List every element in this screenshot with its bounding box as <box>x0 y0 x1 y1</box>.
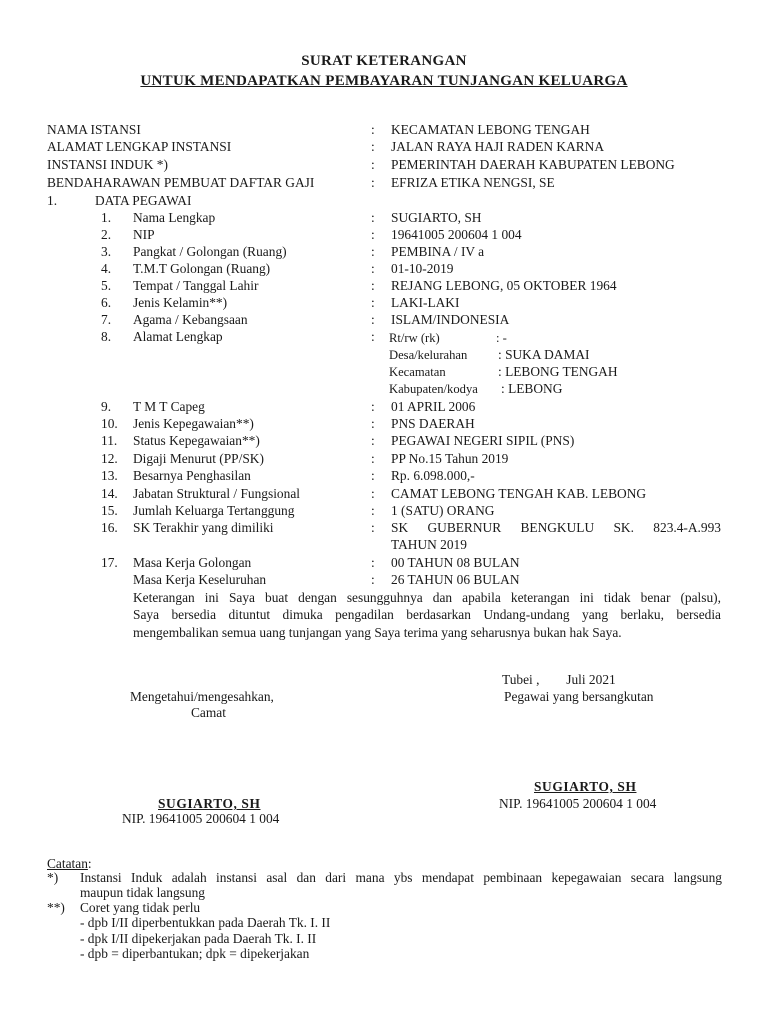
item-label: Alamat Lengkap <box>133 329 223 344</box>
item-label: Masa Kerja Golongan <box>133 555 252 570</box>
item-number: 15. <box>101 503 118 518</box>
item-colon: : <box>371 416 375 431</box>
item-colon: : <box>371 210 375 225</box>
item-number: 3. <box>101 244 112 259</box>
item-value: 00 TAHUN 08 BULAN <box>391 555 520 570</box>
item-value: REJANG LEBONG, 05 OKTOBER 1964 <box>391 278 617 293</box>
item-colon: : <box>371 227 375 242</box>
item-value: PEMBINA / IV a <box>391 244 485 259</box>
item-colon: : <box>371 261 375 276</box>
item-colon: : <box>371 278 375 293</box>
item-colon: : <box>371 329 375 344</box>
item-number: 12. <box>101 451 118 466</box>
address-value: : SUKA DAMAI <box>498 347 590 362</box>
field-label: BENDAHARAWAN PEMBUAT DAFTAR GAJI <box>47 175 315 190</box>
item-number: 13. <box>101 468 118 483</box>
item-number: 6. <box>101 295 112 310</box>
item-colon: : <box>371 555 375 570</box>
item-number: 5. <box>101 278 112 293</box>
item-value: ISLAM/INDONESIA <box>391 312 510 327</box>
address-label: Kabupaten/kodya <box>389 382 478 396</box>
note-sub-item: - dpb = diperbantukan; dpk = dipekerjakan <box>80 946 310 961</box>
right-signer-title: Pegawai yang bersangkutan <box>504 689 654 704</box>
note-sub-item: - dpk I/II dipekerjakan pada Daerah Tk. I. II <box>80 931 317 946</box>
item-value: SUGIARTO, SH <box>391 210 482 225</box>
item-label: Jenis Kelamin**) <box>133 295 228 310</box>
item-label: T M T Capeg <box>133 399 205 414</box>
notes-heading: Catatan <box>47 856 88 871</box>
note-text: Instansi Induk adalah instansi asal dan dari mana ybs mendapat pembinaan kepegawaian secara langsung <box>80 870 722 885</box>
item-colon: : <box>371 451 375 466</box>
address-label: Rt/rw (rk) <box>389 331 440 345</box>
item-value: PEGAWAI NEGERI SIPIL (PNS) <box>391 433 575 448</box>
note-mark-single: *) <box>47 870 59 885</box>
item-number: 14. <box>101 486 118 501</box>
field-label: NAMA ISTANSI <box>47 122 141 137</box>
field-value: JALAN RAYA HAJI RADEN KARNA <box>391 139 605 154</box>
item-value: CAMAT LEBONG TENGAH KAB. LEBONG <box>391 486 647 501</box>
place-date: Tubei , Juli 2021 <box>502 672 616 687</box>
item-number: 7. <box>101 312 112 327</box>
item-colon: : <box>371 503 375 518</box>
address-value: : LEBONG <box>501 381 563 396</box>
item-colon: : <box>371 312 375 327</box>
left-signer-title: Mengetahui/mengesahkan, <box>130 689 274 704</box>
document-title: SURAT KETERANGAN <box>301 53 467 69</box>
item-value: 1 (SATU) ORANG <box>391 503 495 518</box>
address-label: Kecamatan <box>389 365 446 379</box>
item-value: SK GUBERNUR BENGKULU SK. 823.4-A.993 <box>391 520 721 535</box>
document-subtitle: UNTUK MENDAPATKAN PEMBAYARAN TUNJANGAN KELUARGA <box>140 73 628 89</box>
item-colon: : <box>371 468 375 483</box>
field-colon: : <box>371 175 375 190</box>
item-number: 1. <box>101 210 112 225</box>
right-signer-nip: NIP. 19641005 200604 1 004 <box>499 796 657 811</box>
item-label: Agama / Kebangsaan <box>133 312 248 327</box>
item-label: Jabatan Struktural / Fungsional <box>133 486 300 501</box>
left-signer-nip: NIP. 19641005 200604 1 004 <box>122 811 280 826</box>
statement-line: Saya bersedia dituntut dimuka pengadilan berdasarkan Undang-undang yang berlaku, bersedia <box>133 607 721 622</box>
left-signer-role: Camat <box>191 705 226 720</box>
item-colon: : <box>371 399 375 414</box>
item-label: T.M.T Golongan (Ruang) <box>133 261 271 276</box>
address-value: : - <box>496 331 507 345</box>
right-signer-name: SUGIARTO, SH <box>534 779 637 794</box>
note-text: Coret yang tidak perlu <box>80 900 201 915</box>
item-colon: : <box>371 433 375 448</box>
field-value: KECAMATAN LEBONG TENGAH <box>391 122 590 137</box>
address-label: Desa/kelurahan <box>389 348 468 362</box>
statement-line: Keterangan ini Saya buat dengan sesungguhnya dan apabila keterangan ini tidak benar (palsu), <box>133 590 721 605</box>
item-label: Tempat / Tanggal Lahir <box>133 278 259 293</box>
item-label: Digaji Menurut (PP/SK) <box>133 451 264 466</box>
note-mark-double: **) <box>47 900 65 915</box>
item-label: Status Kepegawaian**) <box>133 433 260 448</box>
item-value: 19641005 200604 1 004 <box>391 227 522 242</box>
item-value: LAKI-LAKI <box>391 295 460 310</box>
item-label: SK Terakhir yang dimiliki <box>133 520 274 535</box>
item-label: Masa Kerja Keseluruhan <box>133 572 267 587</box>
field-value: PEMERINTAH DAERAH KABUPATEN LEBONG <box>391 157 675 172</box>
address-value: : LEBONG TENGAH <box>498 364 618 379</box>
item-number: 11. <box>101 433 118 448</box>
item-number: 4. <box>101 261 112 276</box>
item-value-continued: TAHUN 2019 <box>391 537 467 552</box>
section-number: 1. <box>47 193 58 208</box>
item-value: PP No.15 Tahun 2019 <box>391 451 509 466</box>
field-colon: : <box>371 157 375 172</box>
item-value: PNS DAERAH <box>391 416 475 431</box>
field-colon: : <box>371 139 375 154</box>
field-colon: : <box>371 122 375 137</box>
left-signer-name: SUGIARTO, SH <box>158 796 261 811</box>
item-label: Jenis Kepegawaian**) <box>133 416 254 431</box>
item-colon: : <box>371 295 375 310</box>
item-label: Besarnya Penghasilan <box>133 468 251 483</box>
section-title: DATA PEGAWAI <box>95 193 192 208</box>
item-number: 9. <box>101 399 112 414</box>
field-label: INSTANSI INDUK *) <box>47 157 168 172</box>
item-colon: : <box>371 244 375 259</box>
item-value: 01 APRIL 2006 <box>391 399 476 414</box>
item-value: 01-10-2019 <box>391 261 454 276</box>
item-colon: : <box>371 572 375 587</box>
item-value: 26 TAHUN 06 BULAN <box>391 572 520 587</box>
item-colon: : <box>371 486 375 501</box>
note-text: maupun tidak langsung <box>80 885 205 900</box>
item-number: 17. <box>101 555 118 570</box>
field-value: EFRIZA ETIKA NENGSI, SE <box>391 175 555 190</box>
item-number: 10. <box>101 416 118 431</box>
item-number: 8. <box>101 329 112 344</box>
notes-colon: : <box>87 856 92 871</box>
item-label: Nama Lengkap <box>133 210 216 225</box>
item-number: 2. <box>101 227 112 242</box>
note-sub-item: - dpb I/II diperbentukkan pada Daerah Tk. I. II <box>80 915 331 930</box>
item-value: Rp. 6.098.000,- <box>391 468 475 483</box>
item-label: NIP <box>133 227 155 242</box>
field-label: ALAMAT LENGKAP INSTANSI <box>47 139 232 154</box>
item-colon: : <box>371 520 375 535</box>
statement-line: mengembalikan semua uang tunjangan yang Saya terima yang seharusnya bukan hak Saya. <box>133 625 622 640</box>
item-label: Jumlah Keluarga Tertanggung <box>133 503 295 518</box>
item-label: Pangkat / Golongan (Ruang) <box>133 244 287 259</box>
item-number: 16. <box>101 520 118 535</box>
